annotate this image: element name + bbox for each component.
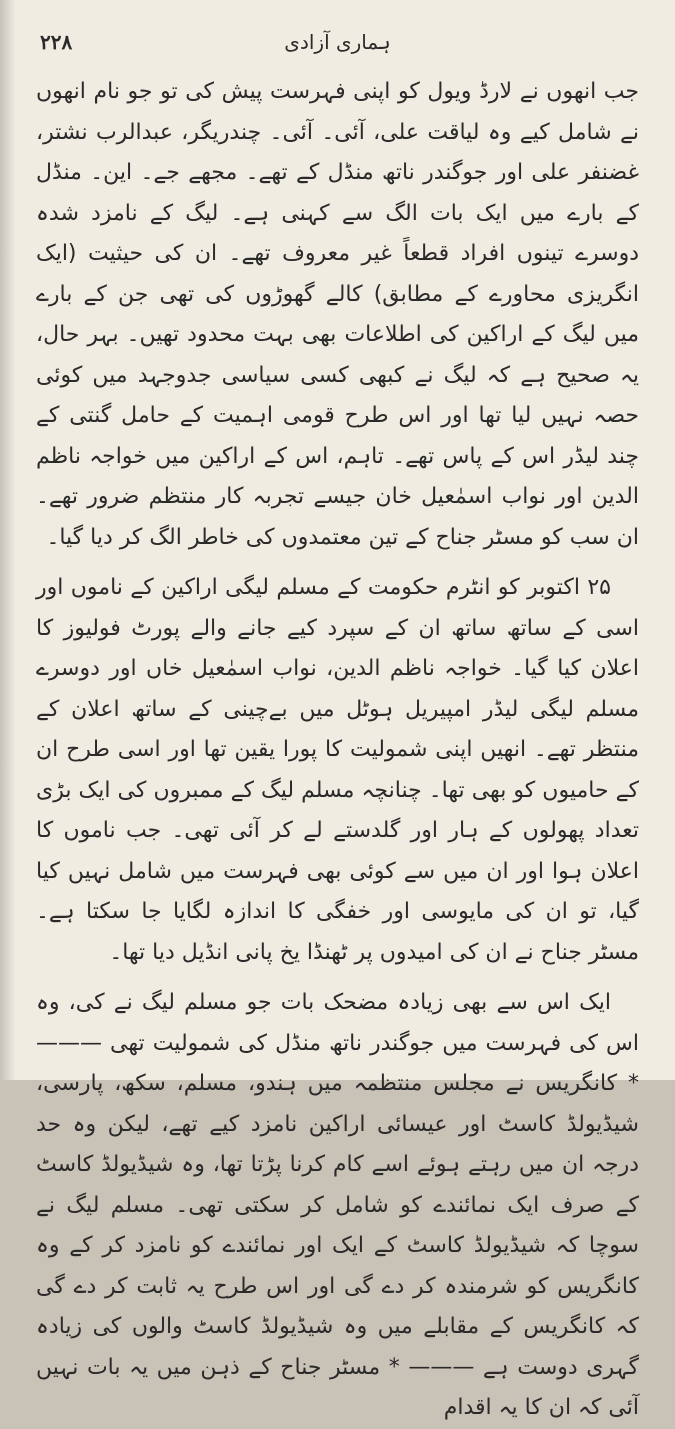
paragraph-1: جب انھوں نے لارڈ ویول کو اپنی فہرست پیش کی تو جو نام انھوں نے شامل کیے وہ لیاقت علی، آئی۔ آئی۔ چندریگر، عبدالرب نشتر، غضنفر علی اور جوگندر ناتھ منڈل کے تھے۔ مجھے جے۔ این۔ منڈل کے بارے میں ایک بات الگ سے کہنی ہے۔ لیگ کے نامزد شدہ دوسرے تینوں افراد قطعاً غیر معروف تھے۔ ان کی حیثیت (ایک انگریزی محاورے کے مطابق) کالے گھوڑوں کی تھی جن کے بارے میں لیگ کے اراکین کی اطلاعات بھی بہت محدود تھیں۔ بہر حال، یہ صحیح ہے کہ لیگ نے کبھی کسی سیاسی جدوجہد میں کوئی حصہ نہیں لیا تھا اور اس طرح قومی اہمیت کے حامل گنتی کے چند لیڈر اس کے پاس تھے۔ تاہم، اس کے اراکین میں خواجہ ناظم الدین اور نواب اسمٰعیل خان جیسے تجربہ کار منتظم ضرور تھے۔ ان سب کو مسٹر جناح کے تین معتمدوں کی خاطر الگ کر دیا گیا۔ — [36, 79, 639, 550]
running-title: ہماری آزادی — [284, 30, 391, 54]
page-header — [40, 30, 635, 64]
paragraph-2: ۲۵ اکتوبر کو انٹرم حکومت کے مسلم لیگی اراکین کے ناموں اور اسی کے ساتھ ساتھ ان کے سپرد کیے جانے والے پورٹ فولیوز کا اعلان کیا گیا۔ خواجہ ناظم الدین، نواب اسمٰعیل خاں اور دوسرے مسلم لیگی لیڈر امپیریل ہوٹل میں بےچینی کے ساتھ اعلان کے منتظر تھے۔ انھیں اپنی شمولیت کا پورا یقین تھا اور اسی طرح ان کے حامیوں کو بھی تھا۔ چنانچہ مسلم لیگ کے ممبروں کی ایک بڑی تعداد پھولوں کے ہار اور گلدستے لے کر آئی تھی۔ جب ناموں کا اعلان ہوا اور ان میں سے کوئی بھی فہرست میں شامل نہیں کیا گیا، تو ان کی مایوسی اور خفگی کا اندازہ لگایا جا سکتا ہے۔ مسٹر جناح نے ان کی امیدوں پر ٹھنڈا یخ پانی انڈیل دیا تھا۔ — [36, 575, 639, 965]
page-number: ۲۲۸ — [40, 30, 73, 54]
page-body — [36, 72, 639, 1420]
page-gutter-shadow — [0, 0, 16, 1080]
paragraph-3: ایک اس سے بھی زیادہ مضحک بات جو مسلم لیگ نے کی، وہ اس کی فہرست میں جوگندر ناتھ منڈل کی شمولیت تھی ——— * کانگریس نے مجلس منتظمہ میں ہندو، مسلم، سکھ، پارسی، شیڈیولڈ کاسٹ اور عیسائی اراکین نامزد کیے تھے، لیکن وہ حد درجہ ان میں رہتے ہوئے اسے کام کرنا پڑتا تھا، وہ شیڈیولڈ کاسٹ کے صرف ایک نمائندے کو شامل کر سکتی تھی۔ مسلم لیگ نے سوچا کہ شیڈیولڈ کاسٹ کے ایک اور نمائندے کو نامزد کر کے وہ کانگریس کو شرمندہ کر دے گی اور اس طرح یہ ثابت کر دے گی کہ کانگریس کے مقابلے میں وہ شیڈیولڈ کاسٹ والوں کی زیادہ گہری دوست ہے ——— * مسٹر جناح کے ذہن میں یہ بات نہیں آئی کہ ان کا یہ اقدام — [36, 990, 639, 1420]
